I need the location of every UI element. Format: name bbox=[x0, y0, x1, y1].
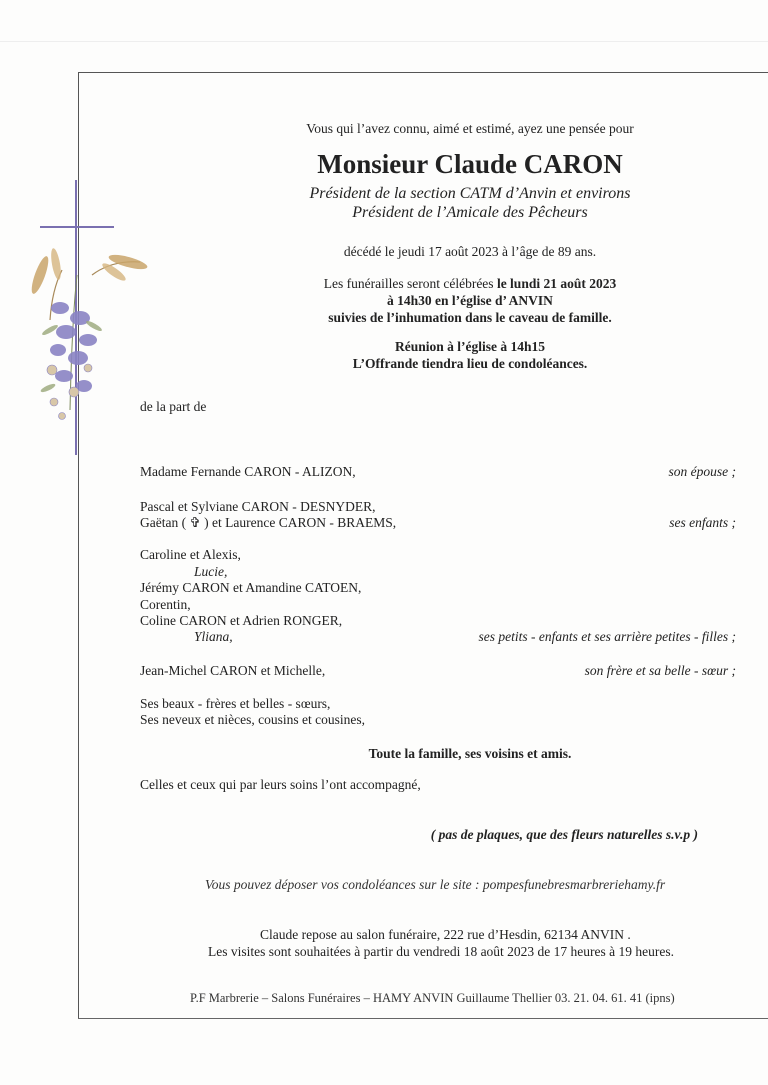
frame-top-border bbox=[78, 72, 768, 73]
website-note: Vous pouvez déposer vos condoléances sur le site : pompesfunebresmarbreriehamy.fr bbox=[205, 877, 666, 892]
others-line-2: Ses neveux et nièces, cousins et cousines, bbox=[140, 712, 365, 727]
funeral-line-3: suivies de l’inhumation dans le caveau de famille. bbox=[328, 310, 612, 325]
spouse-name: Madame Fernande CARON - ALIZON, bbox=[140, 464, 356, 479]
funeral-line-2: à 14h30 en l’église d’ ANVIN bbox=[387, 293, 553, 308]
sibling-relation: son frère et sa belle - sœur ; bbox=[584, 663, 736, 678]
grandchildren-relation: ses petits - enfants et ses arrière petites - filles ; bbox=[478, 629, 736, 644]
cross-horizontal-bar bbox=[40, 226, 114, 228]
child-line-2: Gaëtan ( ✞ ) et Laurence CARON - BRAEMS, bbox=[140, 515, 397, 530]
funeral-home-footer: P.F Marbrerie – Salons Funéraires – HAMY ANVIN Guillaume Thellier 03. 21. 04. 61. 41 (ipns) bbox=[190, 991, 675, 1005]
funeral-line-1-prefix: Les funérailles seront célébrées bbox=[323, 276, 497, 291]
visiting-hours-line: Les visites sont souhaitées à partir du vendredi 18 août 2023 de 17 heures à 19 heures. bbox=[208, 944, 675, 959]
grandchild-line-4: Corentin, bbox=[140, 597, 191, 612]
wheat-ear-left-2 bbox=[49, 248, 62, 281]
meeting-line-2: L’Offrande tiendra lieu de condoléances. bbox=[352, 356, 588, 371]
bluebell-cluster bbox=[50, 302, 97, 392]
sibling-name: Jean-Michel CARON et Michelle, bbox=[140, 663, 326, 678]
intro-text: Vous qui l’avez connu, aimé et estimé, ayez une pensée pour bbox=[306, 121, 634, 136]
grandchild-line-2: Lucie, bbox=[194, 564, 228, 579]
funeral-line-1 bbox=[260, 275, 680, 292]
carers-line: Celles et ceux qui par leurs soins l’ont accompagné, bbox=[140, 777, 421, 792]
rest-location-line: Claude repose au salon funéraire, 222 rue d’Hesdin, 62134 ANVIN . bbox=[260, 927, 631, 942]
grandchild-line-5: Coline CARON et Adrien RONGER, bbox=[140, 613, 343, 628]
grandchild-line-6: Yliana, bbox=[194, 629, 233, 644]
deceased-name: Monsieur Claude CARON bbox=[317, 149, 623, 179]
others-line-1: Ses beaux - frères et belles - sœurs, bbox=[140, 696, 331, 711]
frame-bottom-border bbox=[78, 1018, 768, 1019]
page-top-rule bbox=[0, 41, 768, 42]
death-notice: décédé le jeudi 17 août 2023 à l’âge de 89 ans. bbox=[343, 244, 597, 259]
whole-family-line: Toute la famille, ses voisins et amis. bbox=[368, 746, 572, 761]
funeral-date: le lundi 21 août 2023 bbox=[496, 276, 617, 291]
title-line-1: Président de la section CATM d’Anvin et environs bbox=[309, 185, 631, 202]
title-line-2: Président de l’Amicale des Pêcheurs bbox=[352, 204, 588, 221]
meeting-line-1: Réunion à l’église à 14h15 bbox=[394, 339, 545, 354]
spouse-relation: son épouse ; bbox=[668, 464, 736, 479]
wheat-ear-left bbox=[28, 254, 51, 295]
child-line-1: Pascal et Sylviane CARON - DESNYDER, bbox=[140, 499, 376, 514]
from-label: de la part de bbox=[140, 399, 207, 414]
children-relation: ses enfants ; bbox=[669, 515, 736, 530]
grandchild-line-3: Jérémy CARON et Amandine CATOEN, bbox=[140, 580, 362, 595]
grandchild-line-1: Caroline et Alexis, bbox=[140, 547, 241, 562]
flowers-note: ( pas de plaques, que des fleurs naturelles s.v.p ) bbox=[430, 827, 698, 842]
